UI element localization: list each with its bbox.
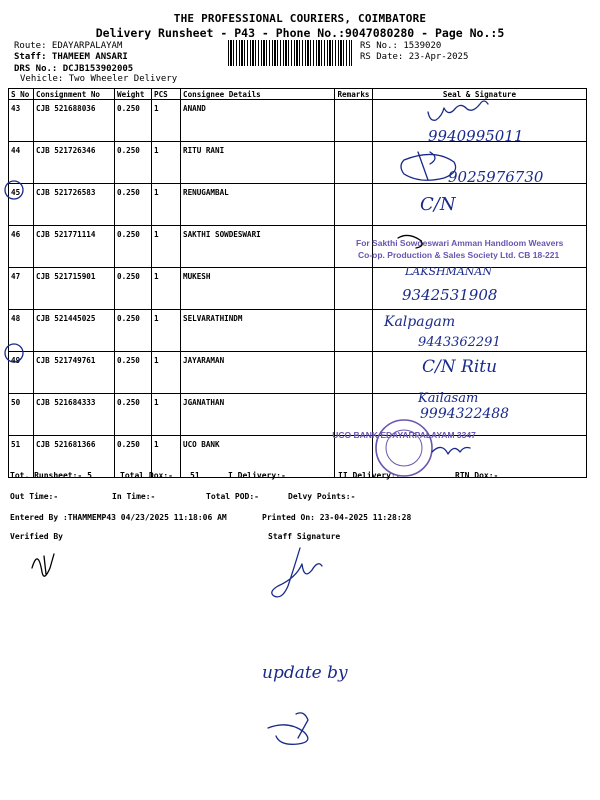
- runsheet-subtitle: Delivery Runsheet - P43 - Phone No.:9047080280 - Page No.:5: [95, 26, 505, 40]
- delvy-points: Delvy Points:-: [288, 492, 356, 501]
- cell-consignee: SAKTHI SOWDESWARI: [181, 226, 335, 268]
- cell-sno: 50: [9, 394, 34, 436]
- cell-cn: CJB 521684333: [34, 394, 115, 436]
- col-consignee: Consignee Details: [181, 89, 335, 100]
- cell-cn: CJB 521726346: [34, 142, 115, 184]
- cell-consignee: SELVARATHINDM: [181, 310, 335, 352]
- rs-date-label: RS Date: 23-Apr-2025: [360, 52, 469, 62]
- stamp-row46-line2: Co-op. Production & Sales Society Ltd. CB 18-221: [358, 250, 560, 260]
- col-seal-signature: Seal & Signature: [373, 89, 587, 100]
- verified-by: Verified By: [10, 532, 63, 541]
- mark-row49: C/N Ritu: [422, 357, 498, 377]
- cell-cn: CJB 521726583: [34, 184, 115, 226]
- verified-signature: [32, 554, 54, 576]
- cell-sno: 45: [9, 184, 34, 226]
- col-remarks: Remarks: [335, 89, 373, 100]
- phone-row44: 9025976730: [448, 168, 544, 186]
- cell-cn: CJB 521445025: [34, 310, 115, 352]
- cell-sno: 46: [9, 226, 34, 268]
- signature-row43: [428, 101, 488, 120]
- update-signature: [268, 713, 308, 744]
- phone-row47: 9342531908: [402, 286, 498, 304]
- cell-sno: 49: [9, 352, 34, 394]
- cell-cn: CJB 521715901: [34, 268, 115, 310]
- total-pod: Total POD:-: [206, 492, 259, 501]
- update-note: update by: [262, 663, 348, 683]
- total-dox-value: 51: [190, 471, 200, 480]
- cell-pcs: 1: [152, 394, 181, 436]
- cell-cn: CJB 521771114: [34, 226, 115, 268]
- cell-consignee: JGANATHAN: [181, 394, 335, 436]
- cell-pcs: 1: [152, 226, 181, 268]
- cell-pcs: 1: [152, 142, 181, 184]
- cell-consignee: RITU RANI: [181, 142, 335, 184]
- cell-cn: CJB 521688036: [34, 100, 115, 142]
- cell-weight: 0.250: [115, 352, 152, 394]
- cell-consignee: ANAND: [181, 100, 335, 142]
- cell-pcs: 1: [152, 310, 181, 352]
- cell-sno: 43: [9, 100, 34, 142]
- cell-weight: 0.250: [115, 142, 152, 184]
- printed-on: Printed On: 23-04-2025 11:28:28: [262, 513, 412, 522]
- cell-pcs: 1: [152, 436, 181, 478]
- total-dox-label: Total Dox:-: [120, 471, 173, 480]
- cell-pcs: 1: [152, 352, 181, 394]
- cell-pcs: 1: [152, 268, 181, 310]
- staff-label: Staff: THAMEEM ANSARI: [14, 52, 128, 62]
- name-row47: LAKSHMANAN: [405, 265, 492, 278]
- cell-consignee: RENUGAMBAL: [181, 184, 335, 226]
- cell-cn: CJB 521681366: [34, 436, 115, 478]
- stamp-row46-line1: For Sakthi Sowdeswari Amman Handloom Weavers: [356, 238, 564, 248]
- rs-no-label: RS No.: 1539020: [360, 41, 442, 51]
- signature-row51: [432, 447, 470, 454]
- rtn-dox: RTN Dox:-: [455, 471, 499, 480]
- cell-weight: 0.250: [115, 184, 152, 226]
- route-label: Route: EDAYARPALAYAM: [14, 41, 123, 51]
- staff-signature-mark: [272, 548, 322, 597]
- col-sno: S No: [9, 89, 34, 100]
- cell-cn: CJB 521749761: [34, 352, 115, 394]
- cell-sno: 51: [9, 436, 34, 478]
- cell-weight: 0.250: [115, 100, 152, 142]
- col-pcs: PCS: [152, 89, 181, 100]
- i-delivery: I Delivery:-: [228, 471, 286, 480]
- drs-label: DRS No.: DCJB153902005: [14, 64, 134, 74]
- cell-weight: 0.250: [115, 226, 152, 268]
- cell-consignee: MUKESH: [181, 268, 335, 310]
- cell-sno: 44: [9, 142, 34, 184]
- in-time: In Time:-: [112, 492, 156, 501]
- name-row48: Kalpagam: [384, 314, 456, 330]
- vehicle-label: Vehicle: Two Wheeler Delivery: [20, 74, 178, 84]
- staff-signature-label: Staff Signature: [268, 532, 341, 541]
- phone-row43: 9940995011: [428, 127, 524, 145]
- phone-row50: 9994322488: [420, 406, 510, 422]
- mark-row45: C/N: [420, 194, 456, 215]
- circle-mark-49: [5, 344, 23, 362]
- name-row50: Kailasam: [418, 391, 479, 406]
- out-time: Out Time:-: [10, 492, 59, 501]
- col-consignment: Consignment No: [34, 89, 115, 100]
- company-title: THE PROFESSIONAL COURIERS, COIMBATORE: [173, 12, 427, 25]
- cell-weight: 0.250: [115, 436, 152, 478]
- uco-stamp-text: UCO BANK EDAYARPALAYAM 3347: [332, 430, 476, 440]
- cell-weight: 0.250: [115, 310, 152, 352]
- cell-consignee: JAYARAMAN: [181, 352, 335, 394]
- cell-weight: 0.250: [115, 268, 152, 310]
- tot-runsheet: Tot. Runsheet:- 5: [10, 471, 92, 480]
- phone-row48: 9443362291: [418, 335, 501, 350]
- cell-consignee: UCO BANK: [181, 436, 335, 478]
- col-weight: Weight: [115, 89, 152, 100]
- cell-pcs: 1: [152, 100, 181, 142]
- cell-sno: 48: [9, 310, 34, 352]
- cell-weight: 0.250: [115, 394, 152, 436]
- circle-mark-45: [5, 181, 23, 199]
- cell-pcs: 1: [152, 184, 181, 226]
- ii-delivery: II Delivery:-: [338, 471, 401, 480]
- entered-by: Entered By :THAMMEMP43 04/23/2025 11:18:06 AM: [10, 513, 227, 522]
- cell-sno: 47: [9, 268, 34, 310]
